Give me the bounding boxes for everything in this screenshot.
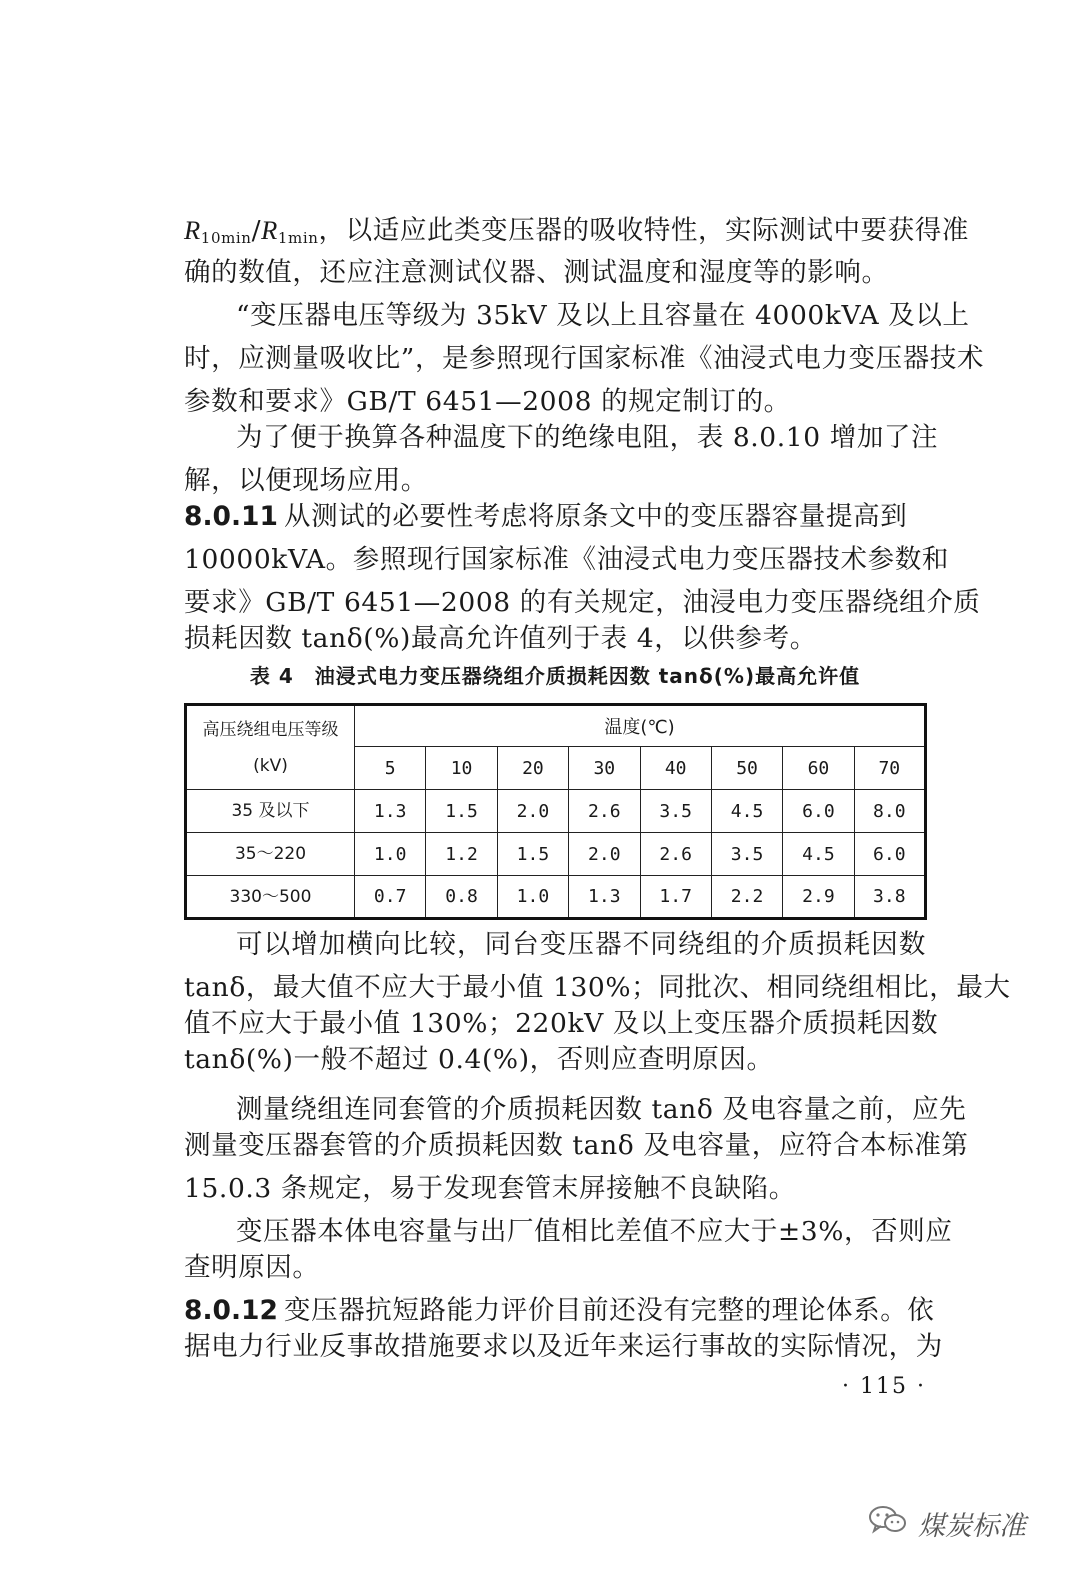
value-cell: 2.0 <box>569 833 640 876</box>
voltage-level-cell: 35～220 <box>186 833 355 876</box>
r1-subscript: 1min <box>277 229 319 247</box>
temperature-header: 温度(℃) <box>355 705 926 747</box>
value-cell: 6.0 <box>783 790 854 833</box>
paragraph-3-line-2: 解，以便现场应用。 <box>184 465 428 496</box>
temperature-cell: 50 <box>711 747 782 790</box>
paragraph-1-line-1 <box>184 213 969 255</box>
value-cell: 1.0 <box>497 876 568 919</box>
table-row <box>186 833 926 876</box>
value-cell: 2.6 <box>640 833 711 876</box>
r1-symbol: R <box>261 215 278 245</box>
voltage-level-cell: 35 及以下 <box>186 790 355 833</box>
temperature-cell: 20 <box>497 747 568 790</box>
value-cell: 2.6 <box>569 790 640 833</box>
paragraph-1-line-2: 确的数值，还应注意测试仪器、测试温度和湿度等的影响。 <box>184 257 889 288</box>
section-8-0-12-text: 变压器抗短路能力评价目前还没有完整的理论体系。依 <box>284 1295 935 1326</box>
paragraph-5-line-3: 15.0.3 条规定，易于发现套管末屏接触不良缺陷。 <box>184 1173 796 1204</box>
table-row <box>186 876 926 919</box>
paragraph-5-line-2: 测量变压器套管的介质损耗因数 tanδ 及电容量，应符合本标准第 <box>184 1130 969 1161</box>
section-8-0-11-line-2: 10000kVA。参照现行国家标准《油浸式电力变压器技术参数和 <box>184 544 949 575</box>
value-cell: 4.5 <box>783 833 854 876</box>
paragraph-3-line-1: 为了便于换算各种温度下的绝缘电阻，表 8.0.10 增加了注 <box>236 422 939 453</box>
temperature-cell: 10 <box>426 747 497 790</box>
wechat-icon <box>868 1504 908 1543</box>
slash: / <box>251 215 262 246</box>
voltage-level-header-line-2: (kV) <box>253 755 288 776</box>
table-row <box>186 790 926 833</box>
value-cell: 3.5 <box>640 790 711 833</box>
r10-subscript: 10min <box>200 229 252 247</box>
watermark-text: 煤炭标准 <box>918 1510 1026 1542</box>
paragraph-1-line-1-text: ，以适应此类变压器的吸收特性，实际测试中要获得准 <box>318 215 969 246</box>
value-cell: 4.5 <box>711 790 782 833</box>
paragraph-4-line-1: 可以增加横向比较，同台变压器不同绕组的介质损耗因数 <box>236 929 926 960</box>
temperature-cell: 40 <box>640 747 711 790</box>
paragraph-4-line-2: tanδ，最大值不应大于最小值 130%；同批次、相同绕组相比，最大 <box>184 972 1011 1003</box>
value-cell: 1.5 <box>426 790 497 833</box>
value-cell: 1.7 <box>640 876 711 919</box>
value-cell: 2.2 <box>711 876 782 919</box>
section-8-0-12-line-2: 据电力行业反事故措施要求以及近年来运行事故的实际情况，为 <box>184 1331 943 1362</box>
temperature-cell: 70 <box>854 747 925 790</box>
section-8-0-12-line-1 <box>184 1294 935 1328</box>
value-cell: 1.2 <box>426 833 497 876</box>
paragraph-5-line-1: 测量绕组连同套管的介质损耗因数 tanδ 及电容量之前，应先 <box>236 1094 967 1125</box>
temperature-cell: 60 <box>783 747 854 790</box>
value-cell: 8.0 <box>854 790 925 833</box>
paragraph-2-line-1: “变压器电压等级为 35kV 及以上且容量在 4000kVA 及以上 <box>236 300 970 331</box>
value-cell: 0.8 <box>426 876 497 919</box>
paragraph-4-line-3: 值不应大于最小值 130%；220kV 及以上变压器介质损耗因数 <box>184 1008 939 1039</box>
table-caption: 表 4 油浸式电力变压器绕组介质损耗因数 tanδ(%)最高允许值 <box>249 664 861 688</box>
value-cell: 3.5 <box>711 833 782 876</box>
paragraph-2-line-2: 时，应测量吸收比”，是参照现行国家标准《油浸式电力变压器技术 <box>184 343 985 374</box>
voltage-level-header <box>186 705 355 790</box>
paragraph-6-line-1: 变压器本体电容量与出厂值相比差值不应大于±3%，否则应 <box>236 1216 953 1247</box>
wechat-watermark <box>868 1500 1026 1546</box>
value-cell: 2.0 <box>497 790 568 833</box>
r10-symbol: R <box>184 215 201 245</box>
value-cell: 1.3 <box>569 876 640 919</box>
voltage-level-header-line-1: 高压绕组电压等级 <box>202 719 339 740</box>
paragraph-4-line-4: tanδ(%)一般不超过 0.4(%)，否则应查明原因。 <box>184 1044 774 1075</box>
section-8-0-11-line-3: 要求》GB/T 6451—2008 的有关规定，油浸电力变压器绕组介质 <box>184 587 981 618</box>
paragraph-6-line-2: 查明原因。 <box>184 1252 320 1283</box>
section-number: 8.0.12 <box>184 1295 278 1326</box>
value-cell: 3.8 <box>854 876 925 919</box>
table-header-row <box>186 705 926 747</box>
value-cell: 0.7 <box>355 876 426 919</box>
value-cell: 1.5 <box>497 833 568 876</box>
voltage-level-cell: 330～500 <box>186 876 355 919</box>
paragraph-2-line-3: 参数和要求》GB/T 6451—2008 的规定制订的。 <box>184 386 791 417</box>
value-cell: 6.0 <box>854 833 925 876</box>
page-number: · 115 · <box>842 1374 926 1399</box>
section-8-0-11-line-1 <box>184 500 926 534</box>
value-cell: 1.3 <box>355 790 426 833</box>
temperature-cell: 30 <box>569 747 640 790</box>
loss-factor-table <box>184 703 927 920</box>
section-8-0-11-line-4: 损耗因数 tanδ(%)最高允许值列于表 4，以供参考。 <box>184 623 817 654</box>
section-number: 8.0.11 <box>184 501 278 532</box>
temperature-cell: 5 <box>355 747 426 790</box>
section-8-0-11-text: 从测试的必要性考虑将原条文中的变压器容量提高到 <box>284 501 908 532</box>
value-cell: 1.0 <box>355 833 426 876</box>
value-cell: 2.9 <box>783 876 854 919</box>
